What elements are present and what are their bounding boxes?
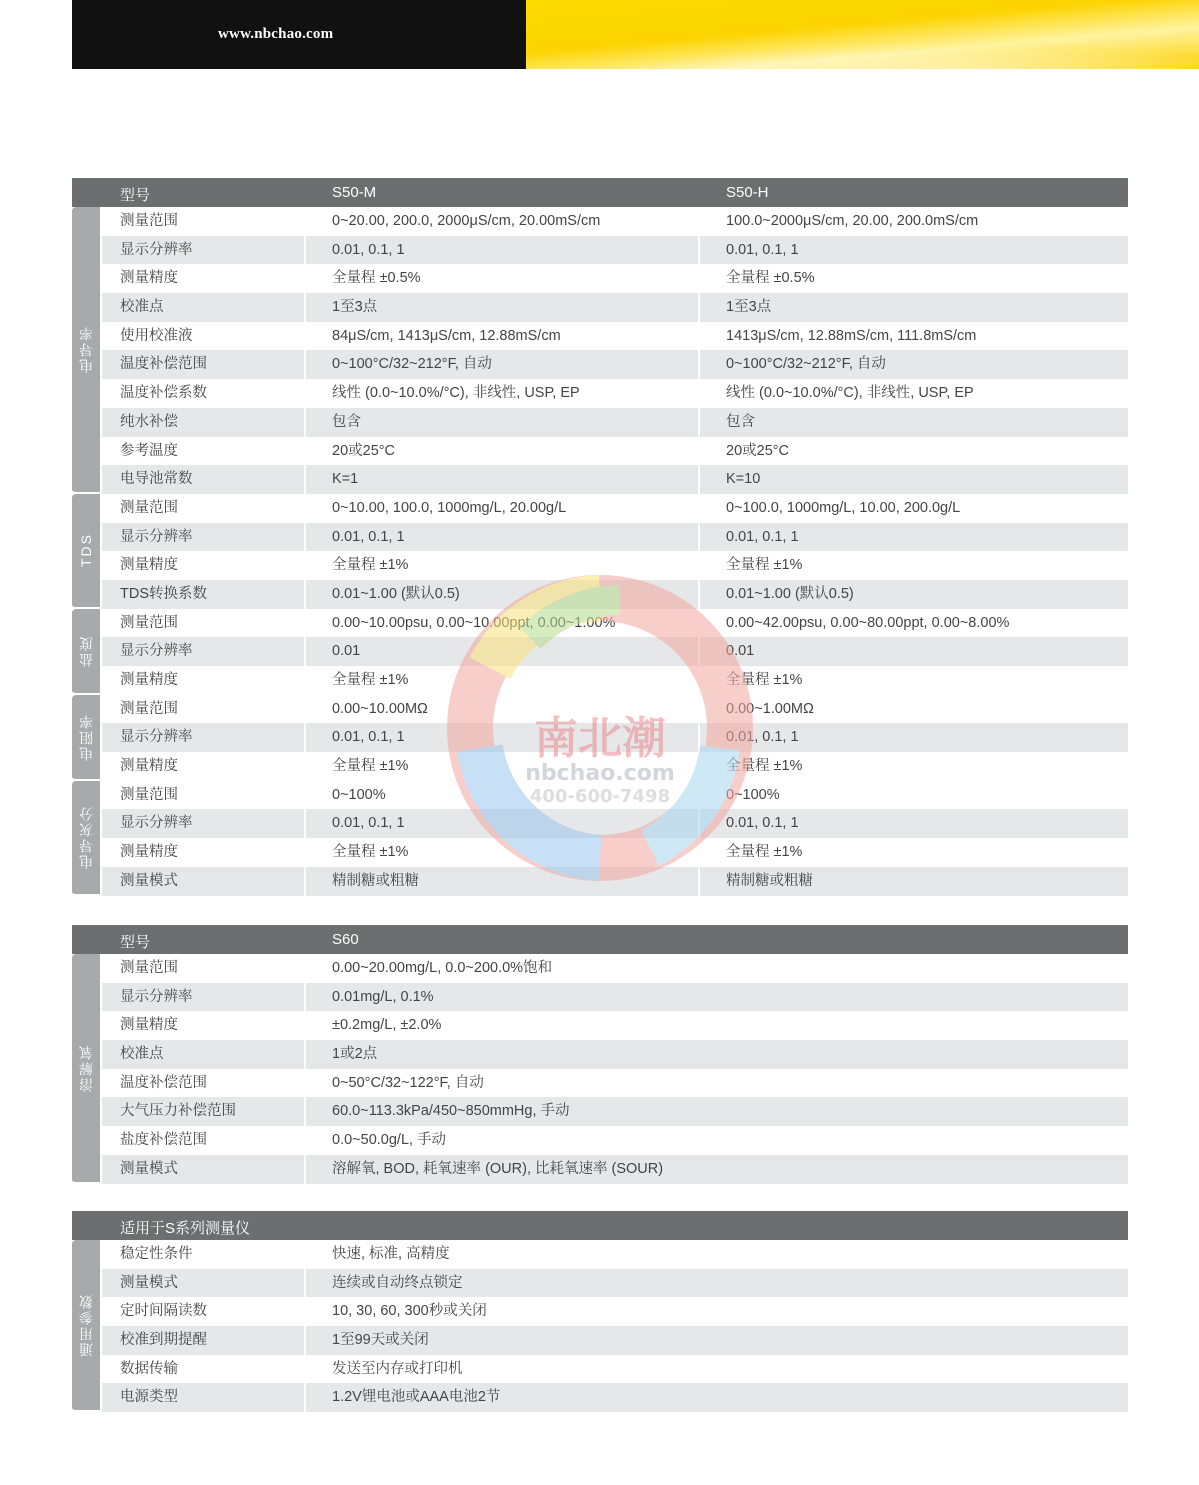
- header-model-label: 型号: [120, 934, 151, 951]
- param-value-cell: 1413μS/cm, 12.88mS/cm, 111.8mS/cm: [726, 327, 977, 344]
- param-value-cell: 0.0~50.0g/L, 手动: [332, 1132, 447, 1149]
- param-value-cell: 0~100%: [306, 781, 700, 810]
- param-value-cell: 0.00~10.00psu, 0.00~10.00ppt, 0.00~1.00%: [306, 609, 700, 638]
- table-row: [102, 695, 1128, 724]
- param-value-cell: 0.01, 0.1, 1: [306, 809, 700, 838]
- table-row: [102, 580, 1128, 609]
- param-value-cell: 0.00~42.00psu, 0.00~80.00ppt, 0.00~8.00%: [726, 614, 1010, 631]
- param-value-cell: K=10: [726, 471, 761, 488]
- spec-table-s50: [72, 178, 1128, 896]
- param-name-cell: 显示分辨率: [102, 523, 306, 552]
- table-header: [72, 925, 1128, 954]
- section-0: [72, 207, 1128, 494]
- param-value-cell: 全量程 ±1%: [726, 844, 803, 861]
- section-tab: [72, 494, 100, 609]
- param-value-cell: 0.00~1.00MΩ: [726, 700, 814, 717]
- param-value-cell: 1或2点: [332, 1046, 378, 1063]
- param-value-cell: 100.0~2000μS/cm, 20.00, 200.0mS/cm: [726, 213, 979, 229]
- table-row: [102, 954, 1128, 983]
- param-value-cell: 包含: [726, 413, 755, 430]
- param-value-cell: 0.01mg/L, 0.1%: [332, 988, 434, 1005]
- table-row: [102, 437, 1128, 466]
- table-row: [102, 752, 1128, 781]
- param-name-cell: 电导池常数: [102, 465, 306, 494]
- param-name-cell: 测量精度: [102, 838, 306, 867]
- table-row: [102, 1126, 1128, 1155]
- section-rows: [102, 781, 1128, 896]
- param-value-cell: 0~20.00, 200.0, 2000μS/cm, 20.00mS/cm: [306, 207, 700, 236]
- param-value-cell: 全量程 ±1%: [726, 672, 803, 688]
- section-tab-label: 盐度: [78, 634, 94, 667]
- table-row: [102, 609, 1128, 638]
- param-name-cell: 盐度补偿范围: [102, 1126, 306, 1155]
- header-common-label: 适用于S系列测量仪: [120, 1220, 251, 1237]
- spec-table-common: [72, 1211, 1128, 1412]
- section-tab: [72, 954, 100, 1184]
- param-name-cell: TDS转换系数: [102, 580, 306, 609]
- param-value-cell: 0.01~1.00 (默认0.5): [726, 585, 854, 602]
- param-name-cell: 测量模式: [102, 1269, 306, 1298]
- param-value-cell: 0.01, 0.1, 1: [726, 241, 799, 258]
- section-rows: [102, 1240, 1128, 1412]
- watermark-phone: 400-600-7498: [529, 786, 671, 807]
- section-tab: [72, 781, 100, 896]
- table-row: [102, 983, 1128, 1012]
- section-tab: [72, 695, 100, 781]
- param-value-cell: 包含: [306, 408, 700, 437]
- param-name-cell: 测量范围: [102, 609, 306, 638]
- table-header: [72, 178, 1128, 207]
- table-row: [102, 1355, 1128, 1384]
- param-name-cell: 测量精度: [102, 551, 306, 580]
- param-value-cell: 连续或自动终点锁定: [332, 1274, 463, 1291]
- table-row: [102, 723, 1128, 752]
- header-s60: S60: [332, 931, 359, 948]
- param-value-cell: 全量程 ±0.5%: [306, 264, 700, 293]
- section-rows: [102, 207, 1128, 494]
- table-row: [102, 781, 1128, 810]
- param-value-cell: 84μS/cm, 1413μS/cm, 12.88mS/cm: [306, 322, 700, 351]
- section-tab-label: 电导灰分: [78, 805, 94, 870]
- param-value-cell: 0~100%: [726, 786, 780, 803]
- param-value-cell: 1至3点: [306, 293, 700, 322]
- table-body: [72, 954, 1128, 1184]
- section-tab-label: 通用参数: [78, 1293, 94, 1358]
- param-name-cell: 测量范围: [102, 781, 306, 810]
- section-3: [72, 695, 1128, 781]
- param-value-cell: 0.00~10.00MΩ: [306, 695, 700, 724]
- header-s50h: S50-H: [726, 184, 769, 201]
- table-row: [102, 207, 1128, 236]
- param-value-cell: K=1: [306, 465, 700, 494]
- param-name-cell: 校准到期提醒: [102, 1326, 306, 1355]
- param-name-cell: 校准点: [102, 293, 306, 322]
- param-name-cell: 稳定性条件: [102, 1240, 306, 1269]
- table-row: [102, 809, 1128, 838]
- table-row: [102, 867, 1128, 896]
- param-name-cell: 显示分辨率: [102, 809, 306, 838]
- param-value-cell: 0.01, 0.1, 1: [306, 523, 700, 552]
- section-tab: [72, 1240, 100, 1412]
- param-value-cell: 1至99天或关闭: [332, 1332, 429, 1349]
- param-value-cell: 0.01, 0.1, 1: [306, 236, 700, 265]
- param-value-cell: 全量程 ±0.5%: [726, 270, 815, 287]
- param-value-cell: 0.00~20.00mg/L, 0.0~200.0%饱和: [332, 960, 553, 976]
- param-value-cell: 精制糖或粗糖: [306, 867, 700, 896]
- param-name-cell: 测量精度: [102, 264, 306, 293]
- param-value-cell: 全量程 ±1%: [306, 752, 700, 781]
- param-value-cell: 快速, 标准, 高精度: [332, 1246, 450, 1262]
- table-row: [102, 494, 1128, 523]
- param-name-cell: 测量模式: [102, 1155, 306, 1184]
- param-name-cell: 数据传输: [102, 1355, 306, 1384]
- table-row: [102, 1383, 1128, 1412]
- param-name-cell: 测量范围: [102, 494, 306, 523]
- table-row: [102, 350, 1128, 379]
- section-tab: [72, 609, 100, 695]
- section-tab-label: TDS: [78, 533, 94, 568]
- param-value-cell: 全量程 ±1%: [726, 557, 803, 574]
- table-row: [102, 1326, 1128, 1355]
- param-value-cell: 线性 (0.0~10.0%/°C), 非线性, USP, EP: [726, 385, 974, 402]
- param-name-cell: 测量模式: [102, 867, 306, 896]
- param-value-cell: 0~100°C/32~212°F, 自动: [306, 350, 700, 379]
- table-row: [102, 322, 1128, 351]
- param-value-cell: 60.0~113.3kPa/450~850mmHg, 手动: [332, 1103, 570, 1120]
- table-row: [102, 523, 1128, 552]
- section-2: [72, 609, 1128, 695]
- section-tab-label: 电导率: [78, 325, 94, 374]
- param-value-cell: 0.01, 0.1, 1: [726, 729, 799, 746]
- table-row: [102, 1011, 1128, 1040]
- section-rows: [102, 695, 1128, 781]
- param-name-cell: 测量精度: [102, 1011, 306, 1040]
- section-0: [72, 954, 1128, 1184]
- param-value-cell: 全量程 ±1%: [306, 551, 700, 580]
- param-name-cell: 参考温度: [102, 437, 306, 466]
- table-header: [72, 1211, 1128, 1240]
- param-name-cell: 显示分辨率: [102, 637, 306, 666]
- table-row: [102, 1269, 1128, 1298]
- table-row: [102, 236, 1128, 265]
- watermark-domain: nbchao.com: [525, 761, 675, 786]
- banner-swoop: [520, 40, 1199, 80]
- header-s50m: S50-M: [332, 184, 377, 201]
- param-name-cell: 显示分辨率: [102, 983, 306, 1012]
- section-rows: [102, 494, 1128, 609]
- param-value-cell: 10, 30, 60, 300秒或关闭: [332, 1303, 487, 1320]
- table-row: [102, 1297, 1128, 1326]
- section-tab-label: 溶解氧: [78, 1043, 94, 1092]
- table-row: [102, 1069, 1128, 1098]
- section-4: [72, 781, 1128, 896]
- param-value-cell: 0.01: [306, 637, 700, 666]
- param-name-cell: 测量精度: [102, 666, 306, 695]
- param-value-cell: 0.01~1.00 (默认0.5): [306, 580, 700, 609]
- param-name-cell: 纯水补偿: [102, 408, 306, 437]
- param-name-cell: 显示分辨率: [102, 236, 306, 265]
- param-name-cell: 温度补偿范围: [102, 1069, 306, 1098]
- param-value-cell: 全量程 ±1%: [306, 666, 700, 695]
- param-value-cell: 0~100.0, 1000mg/L, 10.00, 200.0g/L: [726, 499, 961, 516]
- param-value-cell: 线性 (0.0~10.0%/°C), 非线性, USP, EP: [306, 379, 700, 408]
- param-value-cell: 20或25°C: [306, 437, 700, 466]
- param-value-cell: 全量程 ±1%: [306, 838, 700, 867]
- param-name-cell: 电源类型: [102, 1383, 306, 1412]
- table-row: [102, 408, 1128, 437]
- param-value-cell: ±0.2mg/L, ±2.0%: [332, 1017, 442, 1034]
- table-row: [102, 551, 1128, 580]
- param-value-cell: 发送至内存或打印机: [332, 1360, 463, 1377]
- section-tab-label: 电阻率: [78, 712, 94, 761]
- param-value-cell: 全量程 ±1%: [726, 758, 803, 775]
- param-value-cell: 0.01, 0.1, 1: [306, 723, 700, 752]
- header-model-label: 型号: [120, 187, 151, 204]
- table-row: [102, 666, 1128, 695]
- param-value-cell: 0.01, 0.1, 1: [726, 815, 799, 832]
- table-row: [102, 637, 1128, 666]
- param-name-cell: 温度补偿系数: [102, 379, 306, 408]
- param-value-cell: 20或25°C: [726, 442, 790, 459]
- table-row: [102, 1097, 1128, 1126]
- param-value-cell: 0.01, 0.1, 1: [726, 528, 799, 545]
- section-tab: [72, 207, 100, 494]
- param-name-cell: 温度补偿范围: [102, 350, 306, 379]
- param-name-cell: 显示分辨率: [102, 723, 306, 752]
- param-value-cell: 0~100°C/32~212°F, 自动: [726, 356, 886, 373]
- section-rows: [102, 954, 1128, 1184]
- table-row: [102, 1240, 1128, 1269]
- section-0: [72, 1240, 1128, 1412]
- param-value-cell: 精制糖或粗糖: [726, 872, 813, 889]
- site-url[interactable]: www.nbchao.com: [218, 26, 334, 42]
- param-name-cell: 使用校准液: [102, 322, 306, 351]
- param-name-cell: 测量范围: [102, 207, 306, 236]
- table-row: [102, 379, 1128, 408]
- section-1: [72, 494, 1128, 609]
- watermark-title: 南北潮: [534, 713, 666, 764]
- param-name-cell: 测量精度: [102, 752, 306, 781]
- param-name-cell: 大气压力补偿范围: [102, 1097, 306, 1126]
- param-value-cell: 1至3点: [726, 299, 772, 316]
- table-body: [72, 207, 1128, 896]
- table-row: [102, 1155, 1128, 1184]
- table-row: [102, 838, 1128, 867]
- param-value-cell: 0.01: [726, 643, 755, 660]
- param-name-cell: 测量范围: [102, 695, 306, 724]
- param-value-cell: 0~10.00, 100.0, 1000mg/L, 20.00g/L: [306, 494, 700, 523]
- table-body: [72, 1240, 1128, 1412]
- param-value-cell: 1.2V锂电池或AAA电池2节: [332, 1389, 501, 1406]
- param-name-cell: 定时间隔读数: [102, 1297, 306, 1326]
- spec-table-s60: [72, 925, 1128, 1184]
- table-row: [102, 293, 1128, 322]
- table-row: [102, 1040, 1128, 1069]
- param-value-cell: 溶解氧, BOD, 耗氧速率 (OUR), 比耗氧速率 (SOUR): [332, 1160, 664, 1177]
- param-value-cell: 0~50°C/32~122°F, 自动: [332, 1074, 484, 1091]
- section-rows: [102, 609, 1128, 695]
- table-row: [102, 465, 1128, 494]
- param-name-cell: 测量范围: [102, 954, 306, 983]
- param-name-cell: 校准点: [102, 1040, 306, 1069]
- table-row: [102, 264, 1128, 293]
